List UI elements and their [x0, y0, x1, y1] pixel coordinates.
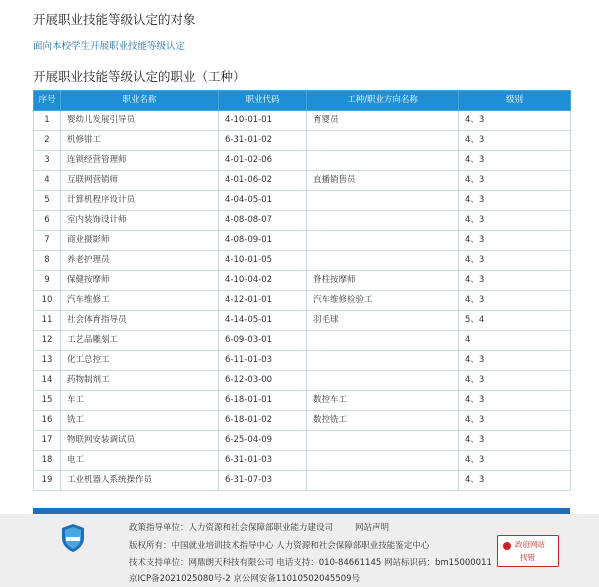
header-occupation-name: 职业名称	[61, 91, 219, 111]
cell-occupation-code: 4-04-05-01	[219, 191, 307, 211]
cell-occupation-name: 社会体育指导员	[61, 311, 219, 331]
cell-occupation-name: 机修钳工	[61, 131, 219, 151]
cell-row-index: 5	[34, 191, 61, 211]
cell-trade-direction: 数控车工	[307, 391, 459, 411]
cell-trade-direction	[307, 351, 459, 371]
table-row	[34, 411, 571, 431]
table-row	[34, 311, 571, 331]
cell-level: 4、3	[459, 391, 571, 411]
cell-occupation-name: 工业机器人系统操作员	[61, 471, 219, 491]
cell-trade-direction	[307, 131, 459, 151]
cell-occupation-name: 电工	[61, 451, 219, 471]
cell-level: 5、4	[459, 311, 571, 331]
cell-level: 4、3	[459, 211, 571, 231]
cell-row-index: 19	[34, 471, 61, 491]
cell-occupation-code: 4-08-09-01	[219, 231, 307, 251]
cell-occupation-code: 6-31-07-03	[219, 471, 307, 491]
header-level: 级别	[459, 91, 571, 111]
occupations-table	[33, 90, 571, 491]
cell-row-index: 10	[34, 291, 61, 311]
cell-occupation-code: 4-01-02-06	[219, 151, 307, 171]
cell-trade-direction	[307, 191, 459, 211]
cell-level: 4、3	[459, 151, 571, 171]
cell-row-index: 4	[34, 171, 61, 191]
table-row	[34, 111, 571, 131]
cell-level: 4、3	[459, 251, 571, 271]
table-row	[34, 331, 571, 351]
cell-level: 4、3	[459, 191, 571, 211]
cell-trade-direction	[307, 331, 459, 351]
cell-level: 4、3	[459, 371, 571, 391]
header-trade-direction: 工种/职业方向名称	[307, 91, 459, 111]
cell-occupation-name: 铣工	[61, 411, 219, 431]
table-row	[34, 391, 571, 411]
cell-level: 4、3	[459, 291, 571, 311]
cell-level: 4、3	[459, 411, 571, 431]
cell-occupation-name: 保健按摩师	[61, 271, 219, 291]
table-row	[34, 131, 571, 151]
cell-occupation-name: 车工	[61, 391, 219, 411]
gov-site-error-report-button[interactable]	[497, 535, 559, 567]
cell-row-index: 16	[34, 411, 61, 431]
cell-row-index: 6	[34, 211, 61, 231]
cell-occupation-code: 6-12-03-00	[219, 371, 307, 391]
header-occupation-code: 职业代码	[219, 91, 307, 111]
cell-occupation-name: 物联网安装调试员	[61, 431, 219, 451]
gov-emblem-icon	[503, 542, 511, 550]
cell-trade-direction	[307, 211, 459, 231]
cell-occupation-code: 4-10-04-02	[219, 271, 307, 291]
cell-trade-direction: 羽毛球	[307, 311, 459, 331]
cell-level: 4、3	[459, 131, 571, 151]
cell-occupation-code: 4-08-08-07	[219, 211, 307, 231]
gov-report-label: 找错	[520, 553, 535, 562]
cell-row-index: 7	[34, 231, 61, 251]
cell-occupation-name: 工艺品雕刻工	[61, 331, 219, 351]
table-row	[34, 231, 571, 251]
cell-occupation-name: 互联网营销师	[61, 171, 219, 191]
cell-row-index: 11	[34, 311, 61, 331]
table-row	[34, 271, 571, 291]
footer-tech-support: 技术支持单位：网鼎朗天科技有限公司 电话支持：010-84661145 网站标识码：bm15000011	[129, 558, 492, 568]
cell-trade-direction: 数控铣工	[307, 411, 459, 431]
table-row	[34, 191, 571, 211]
cell-row-index: 1	[34, 111, 61, 131]
ministry-logo-icon	[60, 523, 86, 553]
cell-occupation-name: 室内装饰设计师	[61, 211, 219, 231]
cell-row-index: 8	[34, 251, 61, 271]
footer-policy-unit: 政策指导单位：人力资源和社会保障部职业能力建设司	[129, 523, 334, 533]
cell-row-index: 17	[34, 431, 61, 451]
cell-level: 4、3	[459, 171, 571, 191]
cell-trade-direction	[307, 471, 459, 491]
target-group-link[interactable]: 面向本校学生开展职业技能等级认定	[33, 41, 186, 52]
cell-level: 4、3	[459, 111, 571, 131]
cell-occupation-code: 4-12-01-01	[219, 291, 307, 311]
table-row	[34, 471, 571, 491]
table-row	[34, 451, 571, 471]
cell-level: 4	[459, 331, 571, 351]
cell-trade-direction	[307, 231, 459, 251]
table-row	[34, 251, 571, 271]
cell-trade-direction: 直播销售员	[307, 171, 459, 191]
cell-occupation-name: 药物制剂工	[61, 371, 219, 391]
table-row	[34, 291, 571, 311]
header-index: 序号	[34, 91, 61, 111]
cell-trade-direction	[307, 431, 459, 451]
cell-occupation-code: 6-18-01-02	[219, 411, 307, 431]
cell-trade-direction: 育婴员	[307, 111, 459, 131]
cell-row-index: 2	[34, 131, 61, 151]
table-row	[34, 151, 571, 171]
cell-trade-direction	[307, 251, 459, 271]
site-statement-link[interactable]: 网站声明	[355, 523, 390, 533]
table-header-row	[34, 91, 571, 111]
table-row	[34, 211, 571, 231]
section-title-occupations: 开展职业技能等级认定的职业（工种）	[33, 69, 246, 84]
cell-occupation-name: 计算机程序设计员	[61, 191, 219, 211]
cell-occupation-name: 婴幼儿发展引导员	[61, 111, 219, 131]
cell-level: 4、3	[459, 271, 571, 291]
cell-level: 4、3	[459, 471, 571, 491]
cell-occupation-name: 养老护理员	[61, 251, 219, 271]
cell-trade-direction: 汽车维修检验工	[307, 291, 459, 311]
cell-level: 4、3	[459, 431, 571, 451]
cell-trade-direction	[307, 151, 459, 171]
table-row	[34, 351, 571, 371]
table-row	[34, 171, 571, 191]
footer-icp: 京ICP备2021025080号-2 京公网安备11010502045509号	[129, 574, 361, 584]
cell-trade-direction: 脊柱按摩师	[307, 271, 459, 291]
cell-level: 4、3	[459, 231, 571, 251]
cell-row-index: 13	[34, 351, 61, 371]
cell-row-index: 18	[34, 451, 61, 471]
cell-row-index: 14	[34, 371, 61, 391]
cell-occupation-code: 6-18-01-01	[219, 391, 307, 411]
cell-occupation-code: 6-31-01-02	[219, 131, 307, 151]
cell-occupation-code: 6-25-04-09	[219, 431, 307, 451]
cell-occupation-name: 商业摄影师	[61, 231, 219, 251]
cell-occupation-code: 4-01-06-02	[219, 171, 307, 191]
table-row	[34, 371, 571, 391]
cell-trade-direction	[307, 451, 459, 471]
cell-occupation-code: 6-11-01-03	[219, 351, 307, 371]
cell-occupation-name: 化工总控工	[61, 351, 219, 371]
cell-row-index: 12	[34, 331, 61, 351]
section-title-objects: 开展职业技能等级认定的对象	[33, 12, 196, 27]
cell-trade-direction	[307, 371, 459, 391]
cell-occupation-code: 4-10-01-05	[219, 251, 307, 271]
footer-copyright: 版权所有：中国就业培训技术指导中心 人力资源和社会保障部职业技能鉴定中心	[129, 541, 430, 551]
cell-row-index: 15	[34, 391, 61, 411]
cell-level: 4、3	[459, 351, 571, 371]
cell-row-index: 9	[34, 271, 61, 291]
gov-label: 政府网站	[515, 540, 545, 549]
cell-occupation-name: 汽车维修工	[61, 291, 219, 311]
cell-occupation-code: 6-31-01-03	[219, 451, 307, 471]
cell-occupation-code: 4-14-05-01	[219, 311, 307, 331]
cell-occupation-code: 4-10-01-01	[219, 111, 307, 131]
cell-occupation-code: 6-09-03-01	[219, 331, 307, 351]
table-row	[34, 431, 571, 451]
cell-row-index: 3	[34, 151, 61, 171]
cell-level: 4、3	[459, 451, 571, 471]
cell-occupation-name: 连锁经营管理师	[61, 151, 219, 171]
